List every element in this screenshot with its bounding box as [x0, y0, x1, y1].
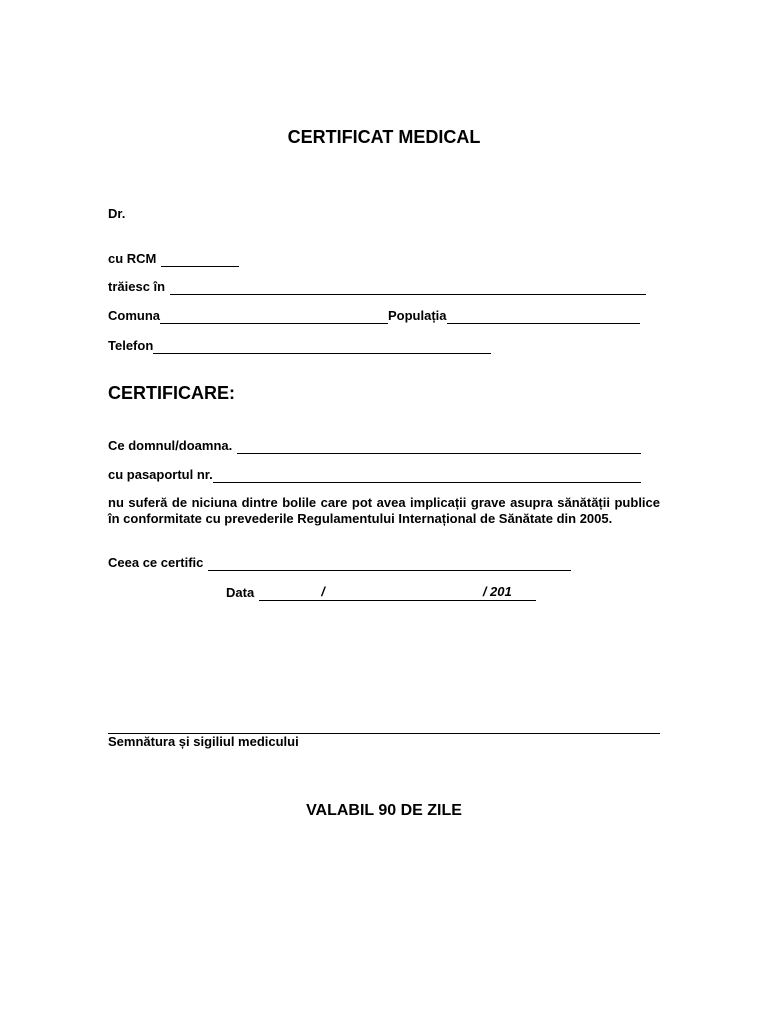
date-year-blank[interactable]	[512, 586, 536, 601]
certify-label: Ceea ce certific	[108, 555, 204, 570]
commune-blank-line[interactable]	[160, 309, 388, 324]
doctor-label: Dr.	[108, 206, 126, 221]
validity-notice: VALABIL 90 DE ZILE	[306, 802, 462, 819]
certification-statement: nu suferă de niciuna dintre bolile care pot avea implicații grave asupra sănătății publice în conformitate cu prevederile Regulamentului Internațional de Sănătate din 2005.	[108, 495, 660, 526]
passport-blank-line[interactable]	[213, 468, 641, 483]
date-row	[226, 584, 536, 601]
date-day-blank[interactable]	[259, 586, 321, 601]
population-blank-line[interactable]	[447, 309, 640, 324]
rcm-label: cu RCM	[108, 251, 157, 266]
doctor-row	[108, 206, 125, 222]
person-label: Ce domnul/doamna.	[108, 438, 233, 453]
passport-row	[108, 467, 641, 483]
residence-blank-line[interactable]	[170, 280, 646, 295]
commune-population-row	[108, 308, 640, 324]
date-year-prefix: / 201	[482, 584, 512, 599]
phone-label: Telefon	[108, 338, 154, 353]
certification-heading: CERTIFICARE:	[108, 383, 235, 403]
phone-row	[108, 338, 491, 354]
residence-row	[108, 279, 646, 295]
person-blank-line[interactable]	[237, 439, 641, 454]
residence-label: trăiesc în	[108, 279, 166, 294]
date-month-blank[interactable]	[325, 586, 483, 601]
date-label: Data	[226, 585, 255, 600]
phone-blank-line[interactable]	[153, 339, 491, 354]
person-row	[108, 438, 641, 454]
population-label: Populația	[388, 308, 447, 323]
signature-label: Semnătura și sigiliul medicului	[108, 734, 299, 749]
document-title: CERTIFICAT MEDICAL	[287, 127, 481, 147]
commune-label: Comuna	[108, 308, 160, 323]
certify-blank-line[interactable]	[208, 556, 571, 571]
certify-row	[108, 555, 571, 571]
date-separator: /	[321, 584, 325, 599]
passport-label: cu pasaportul nr.	[108, 467, 213, 482]
rcm-row	[108, 251, 239, 267]
rcm-blank-line[interactable]	[161, 252, 239, 267]
